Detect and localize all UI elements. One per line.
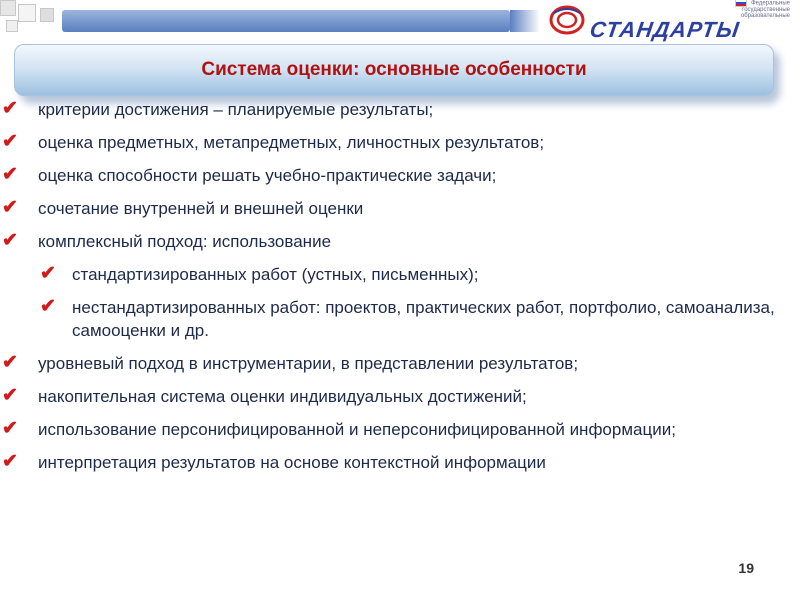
checkmark-icon: ✔ bbox=[2, 352, 18, 373]
list-item bbox=[0, 451, 800, 474]
list-item bbox=[0, 230, 800, 253]
list-item-text: накопительная система оценки индивидуальных достижений; bbox=[38, 387, 527, 406]
header-stripe-fade bbox=[510, 10, 540, 32]
bullet-list bbox=[0, 98, 800, 484]
checkmark-icon: ✔ bbox=[2, 164, 18, 185]
list-item-text: комплексный подход: использование bbox=[38, 232, 332, 251]
decor-square bbox=[40, 8, 54, 22]
logo-line1: Федеральные bbox=[751, 0, 790, 7]
title-banner bbox=[14, 44, 774, 96]
sub-list-item bbox=[0, 263, 800, 286]
russian-flag-icon bbox=[735, 0, 747, 7]
decor-square bbox=[0, 0, 16, 16]
logo-wordmark: СТАНДАРТЫ bbox=[588, 17, 742, 42]
decor-square bbox=[6, 20, 18, 32]
logo-line2: государственные bbox=[742, 7, 790, 13]
list-item-text: использование персонифицированной и неперсонифицированной информации; bbox=[38, 420, 676, 439]
sub-list-item bbox=[0, 296, 800, 342]
checkmark-icon: ✔ bbox=[40, 263, 56, 284]
fgos-logo bbox=[548, 0, 794, 42]
list-item-text: стандартизированных работ (устных, письменных); bbox=[72, 265, 479, 284]
logo-line3: образовательные bbox=[740, 13, 790, 19]
list-item-text: оценка предметных, метапредметных, личностных результатов; bbox=[38, 133, 545, 152]
header-stripe bbox=[62, 10, 510, 32]
list-item-text: нестандартизированных работ: проектов, практических работ, портфолио, самоанализа, самооценки и др. bbox=[72, 298, 775, 340]
checkmark-icon: ✔ bbox=[2, 451, 18, 472]
list-item bbox=[0, 418, 800, 441]
decor-square bbox=[18, 4, 36, 22]
checkmark-icon: ✔ bbox=[2, 197, 18, 218]
list-item bbox=[0, 385, 800, 408]
list-item-text: оценка способности решать учебно-практические задачи; bbox=[38, 166, 497, 185]
checkmark-icon: ✔ bbox=[2, 98, 18, 119]
checkmark-icon: ✔ bbox=[2, 418, 18, 439]
checkmark-icon: ✔ bbox=[2, 230, 18, 251]
list-item bbox=[0, 164, 800, 187]
checkmark-icon: ✔ bbox=[40, 296, 56, 317]
slide-title: Система оценки: основные особенности bbox=[201, 59, 587, 80]
decorative-squares bbox=[0, 0, 60, 40]
list-item-text: интерпретация результатов на основе контекстной информации bbox=[38, 453, 546, 472]
list-item-text: критерии достижения – планируемые результаты; bbox=[38, 100, 434, 119]
list-item-text: сочетание внутренней и внешней оценки bbox=[38, 199, 364, 218]
checkmark-icon: ✔ bbox=[2, 131, 18, 152]
standards-logo-icon bbox=[548, 3, 586, 37]
list-item bbox=[0, 197, 800, 220]
list-item bbox=[0, 131, 800, 154]
checkmark-icon: ✔ bbox=[2, 385, 18, 406]
list-item bbox=[0, 352, 800, 375]
list-item-text: уровневый подход в инструментарии, в представлении результатов; bbox=[38, 354, 579, 373]
list-item bbox=[0, 98, 800, 121]
page-number: 19 bbox=[738, 560, 754, 576]
